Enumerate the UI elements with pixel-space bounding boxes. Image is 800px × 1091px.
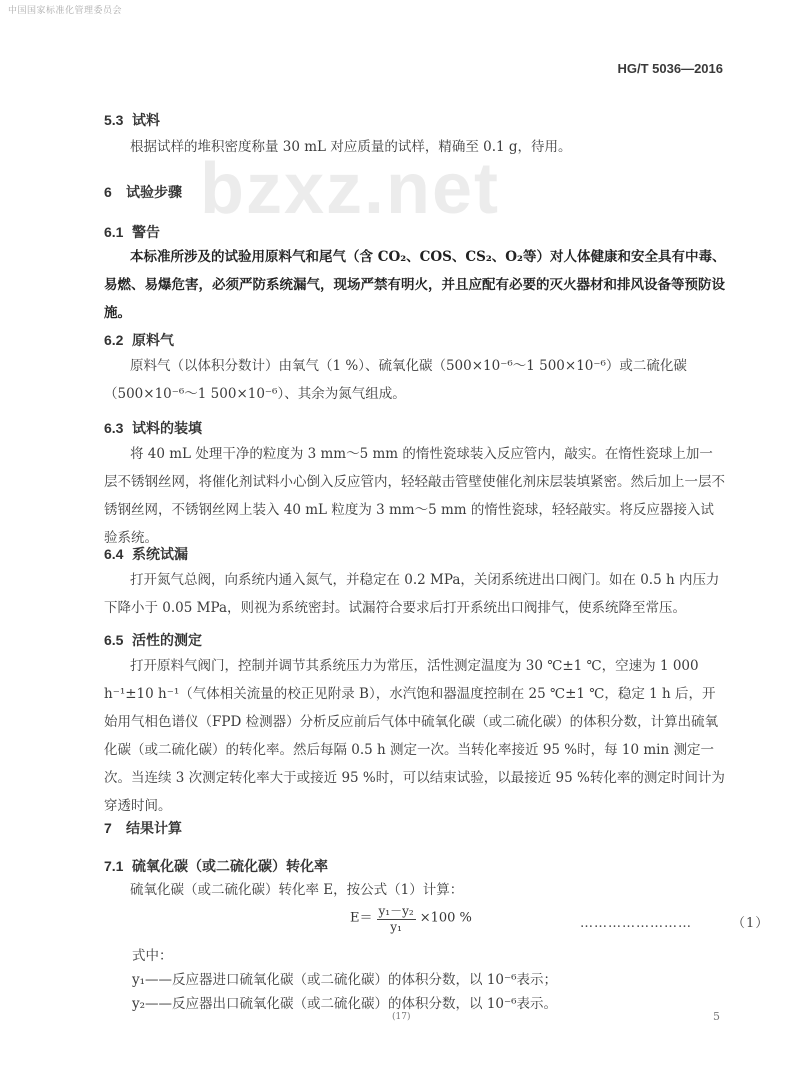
formula-dots: ……………………	[580, 916, 692, 931]
heading-number: 7	[104, 820, 112, 836]
heading-title: 试验步骤	[126, 185, 182, 201]
heading-number: 6.2	[104, 332, 124, 348]
heading-title: 硫氧化碳（或二硫化碳）转化率	[132, 859, 328, 875]
paragraph-6-1: 本标准所涉及的试验用原料气和尾气（含 CO₂、COS、CS₂、O₂等）对人体健康和安全具有中毒、易燃、易爆危害，必须严防系统漏气，现场严禁有明火，并且应配有必要的灭火器材和排风设备等预防设施。	[104, 249, 726, 321]
paragraph-6-5: 打开原料气阀门，控制并调节其系统压力为常压，活性测定温度为 30 ℃±1 ℃，空速为 1 000 h⁻¹±10 h⁻¹（气体相关流量的校正见附录 B），水汽饱和器温度控制在 25 ℃±1 ℃，稳定 1 h 后，开始用气相色谱仪（FPD 检测器）分析反应前后气体中硫氧化碳（或二硫化碳）的体积分数，计算出硫氧化碳（或二硫化碳）的转化率。然后每隔 0.5 h 测定一次。当转化率接近 95 %时，每 10 min 测定一次。当连续 3 次测定转化率大于或接近 95 %时，可以结束试验，以最接近 95 %转化率的测定时间计为穿透时间。	[104, 658, 725, 814]
heading-title: 试料的装填	[132, 421, 202, 437]
heading-6-4	[104, 544, 188, 564]
heading-title: 系统试漏	[132, 547, 188, 563]
paragraph-6-4: 打开氮气总阀，向系统内通入氮气，并稳定在 0.2 MPa，关闭系统进出口阀门。如在 0.5 h 内压力下降小于 0.05 MPa，则视为系统密封。试漏符合要求后打开系统出口阀排气，使系统降至常压。	[104, 572, 720, 616]
heading-6-3	[104, 418, 202, 438]
heading-title: 警告	[132, 225, 160, 241]
formula-fraction	[377, 902, 416, 934]
heading-6-1	[104, 222, 160, 242]
heading-7-1	[104, 856, 328, 876]
heading-6	[104, 182, 182, 202]
heading-title: 结果计算	[126, 821, 182, 837]
formula-number: （1）	[732, 916, 770, 931]
formula-lhs: E＝	[350, 910, 373, 926]
heading-number: 5.3	[104, 112, 124, 128]
heading-number: 6.3	[104, 420, 124, 436]
standard-number: HG/T 5036—2016	[617, 61, 723, 76]
footer-code: (17)	[392, 1012, 411, 1022]
paragraph-5-3: 根据试样的堆积密度称量 30 mL 对应质量的试样，精确至 0.1 g，待用。	[130, 139, 572, 155]
page-number: 5	[713, 1010, 720, 1023]
heading-7	[104, 818, 182, 838]
paragraph-7-1: 硫氧化碳（或二硫化碳）转化率 E，按公式（1）计算：	[130, 882, 464, 898]
heading-6-2	[104, 330, 174, 350]
heading-title: 活性的测定	[132, 633, 202, 649]
heading-title: 试料	[132, 113, 160, 129]
heading-number: 6.5	[104, 632, 124, 648]
heading-number: 6	[104, 184, 112, 200]
heading-number: 6.4	[104, 546, 124, 562]
formula-denominator: y₁	[390, 920, 402, 934]
where-item-2: y₂——反应器出口硫氧化碳（或二硫化碳）的体积分数，以 10⁻⁶表示。	[132, 996, 558, 1012]
watermark: bzxz.net	[200, 149, 501, 229]
formula-rhs: ×100 %	[419, 910, 472, 926]
heading-number: 7.1	[104, 858, 124, 874]
paragraph-6-2: 原料气（以体积分数计）由氧气（1 %）、硫氧化碳（500×10⁻⁶～1 500×10⁻⁶）或二硫化碳（500×10⁻⁶～1 500×10⁻⁶）、其余为氮气组成。	[104, 358, 687, 402]
heading-5-3	[104, 110, 160, 130]
formula-leader	[580, 912, 769, 931]
heading-title: 原料气	[132, 333, 174, 349]
where-intro: 式中：	[132, 948, 173, 964]
where-item-1: y₁——反应器进口硫氧化碳（或二硫化碳）的体积分数，以 10⁻⁶表示；	[132, 972, 558, 988]
formula-numerator: y₁－y₂	[378, 904, 414, 918]
paragraph-6-3: 将 40 mL 处理干净的粒度为 3 mm～5 mm 的惰性瓷球装入反应管内，敲实。在惰性瓷球上加一层不锈钢丝网，将催化剂试料小心倒入反应管内，轻轻敲击管壁使催化剂床层装填紧密。然后加上一层不锈钢丝网，不锈钢丝网上装入 40 mL 粒度为 3 mm～5 mm 的惰性瓷球，轻轻敲实。将反应器接入试验系统。	[104, 446, 725, 546]
top-banner: 中国国家标准化管理委员会	[8, 6, 123, 16]
heading-6-5	[104, 630, 202, 650]
heading-number: 6.1	[104, 224, 124, 240]
formula-1	[350, 902, 472, 934]
